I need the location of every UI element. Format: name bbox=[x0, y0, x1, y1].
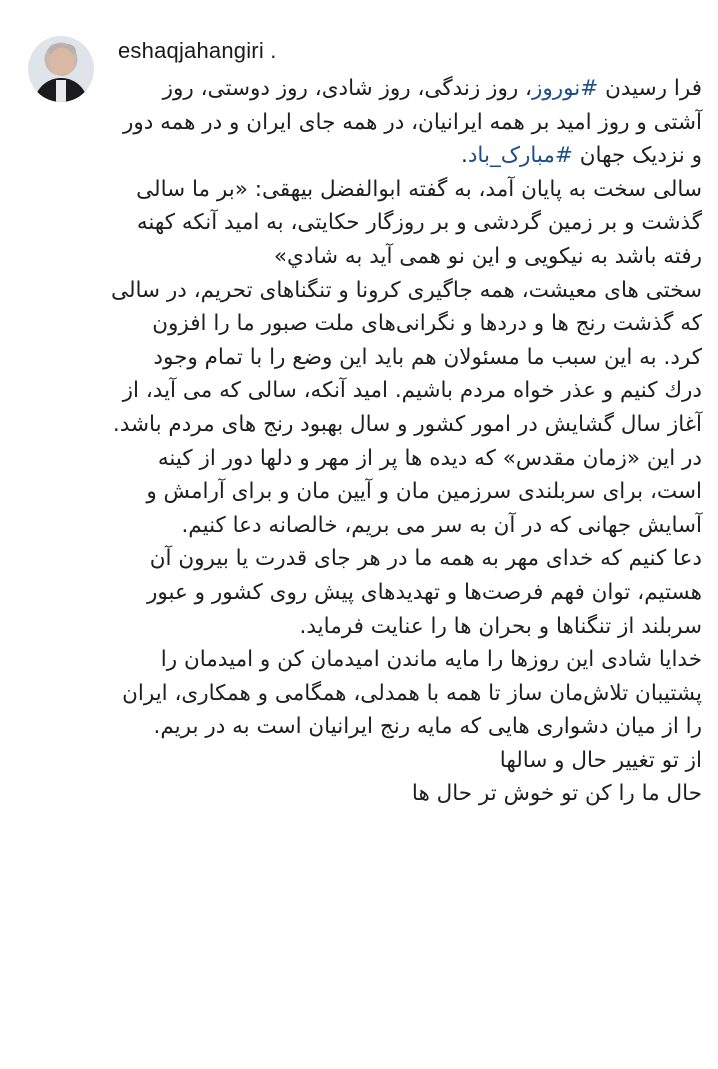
username-link[interactable]: eshaqjahangiri . bbox=[118, 38, 277, 63]
poem-line-2: حال ما را کن تو خوش تر حال ها bbox=[411, 781, 702, 807]
paragraph-greeting bbox=[110, 72, 702, 173]
paragraph-hardships: سختی های معیشت، همه جاگیری کرونا و تنگناهای تحریم، در سالی که گذشت رنج ها و دردها و نگرانی‌های ملت صبور ما را افزون کرد. به این سبب ما مسئولان هم باید این وضع را با تمام وجود درك کنیم و عذر خواه مردم باشیم. امید آنکه، سالی که می آید، از آغاز سال گشایش در امور کشور و سال بهبود رنج های مردم باشد. bbox=[111, 277, 702, 437]
avatar-shirt bbox=[56, 80, 66, 102]
post-caption bbox=[110, 72, 702, 811]
paragraph-hope: خدایا شادی این روزها را مایه ماندن امیدمان کن و امیدمان را پشتیبان تلاش‌مان ساز تا همه با همدلی، همگامی و همکاری، ایران را از میان دشواری هایی که مایه رنج ایرانیان است به در بریم. bbox=[122, 647, 702, 740]
caption-text: فرا رسیدن bbox=[598, 76, 702, 101]
paragraph-sacred-time: در این «زمان مقدس» که دیده ها پر از مهر و دلها دور از کینه است، برای سربلندی سرزمین مان و آیین مان و برای آرامش و آسایش جهانی که در آن به سر می بریم، خالصانه دعا کنیم. bbox=[146, 445, 702, 538]
hashtag-mobarak-bad-link[interactable]: #مبارک_باد bbox=[467, 143, 573, 169]
avatar[interactable] bbox=[28, 36, 94, 102]
hashtag-nowruz-link[interactable]: #نوروز bbox=[531, 76, 599, 101]
paragraph-prayer: دعا کنیم که خدای مهر به همه ما در هر جای قدرت یا بیرون آن هستیم، توان فهم فرصت‌ها و تهدیدهای پیش روی کشور و عبور سربلند از تنگناها و بحران ها را عنایت فرماید. bbox=[147, 546, 702, 639]
paragraph-beyhaqi-quote: سالی سخت به پایان آمد، به گفته ابوالفضل بیهقی: «بر ما سالی گذشت و بر زمین گردشی و بر روزگار حکایتی، به امید آنکه کهنه رفته باشد به نیکویی و این نو همی آید به شادي» bbox=[136, 176, 702, 269]
caption-text: . bbox=[461, 143, 468, 169]
caption-text: ، روز زندگی، روز شادی، روز دوستی، روز آشتی و روز امید بر همه ایرانیان، در همه جای ایران و در همه دور و نزدیک جهان bbox=[122, 76, 702, 169]
avatar-face bbox=[50, 48, 74, 76]
poem-line-1: از تو تغییر حال و سالها bbox=[499, 747, 702, 773]
